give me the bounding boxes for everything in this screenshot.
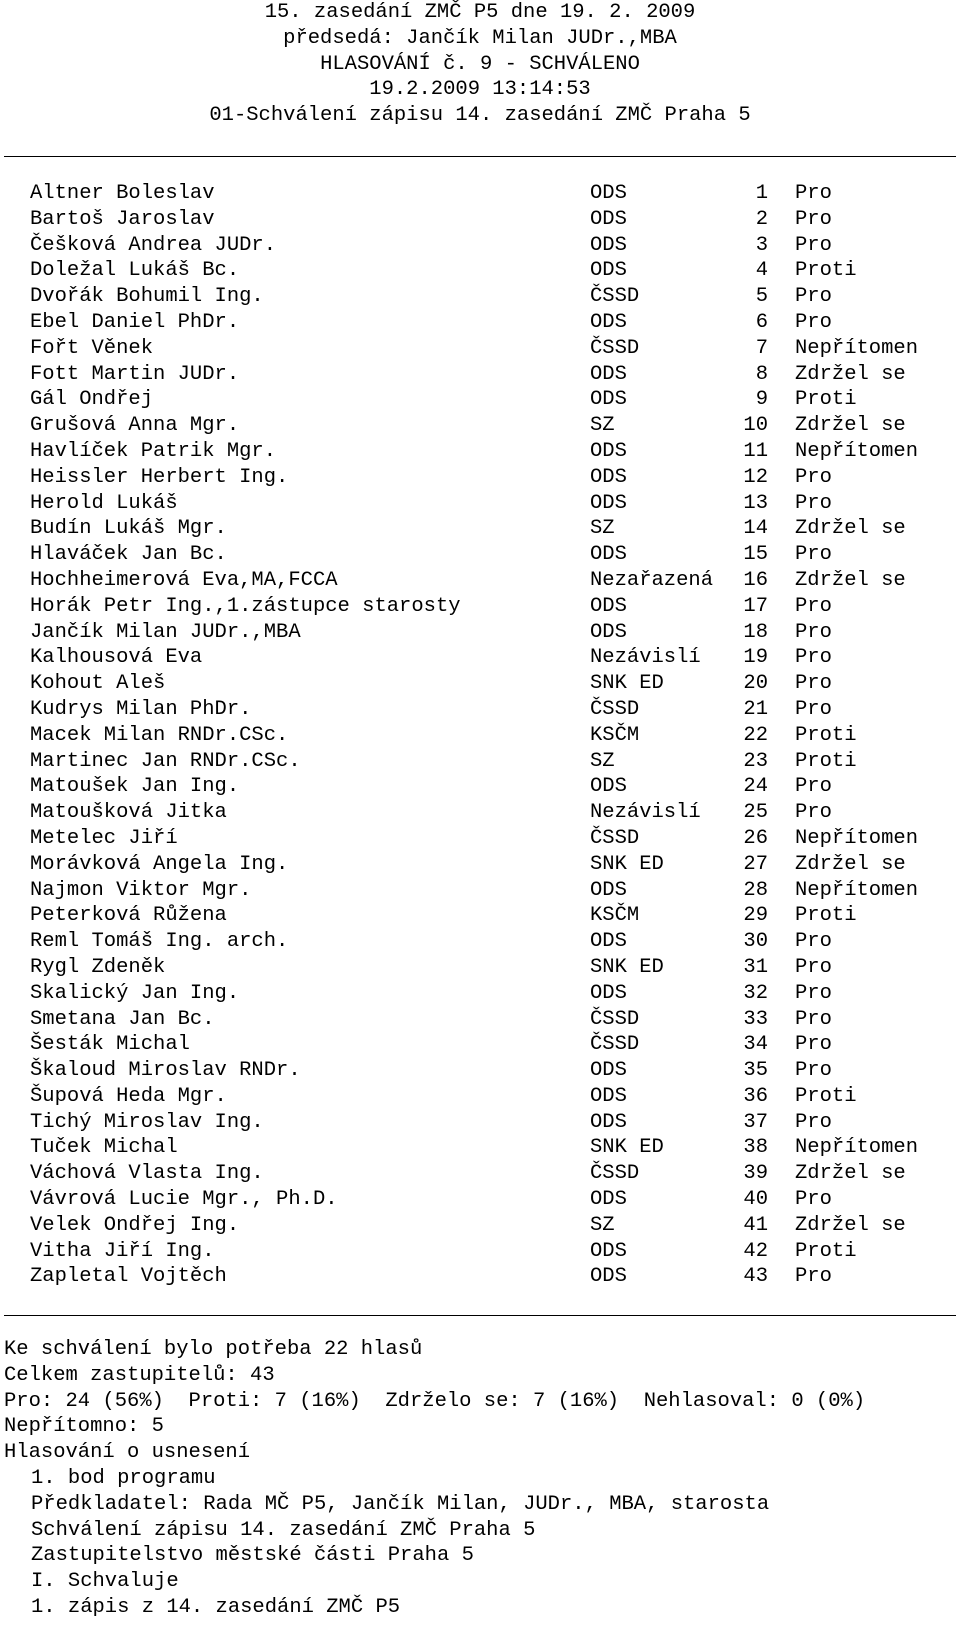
member-vote: Pro: [795, 1007, 832, 1031]
member-name: Vitha Jiří Ing.: [30, 1239, 215, 1263]
table-row: [0, 774, 960, 800]
member-name: Bartoš Jaroslav: [30, 207, 215, 231]
member-name: Škaloud Miroslav RNDr.: [30, 1059, 301, 1083]
member-name: Havlíček Patrik Mgr.: [30, 439, 277, 463]
member-party: ODS: [590, 1084, 627, 1108]
member-party: SNK ED: [590, 1136, 664, 1160]
member-party: ODS: [590, 1110, 627, 1134]
member-party: ODS: [590, 594, 627, 618]
member-vote: Proti: [795, 723, 857, 747]
resolution-subject: Schválení zápisu 14. zasedání ZMČ Praha 5: [31, 1518, 536, 1542]
document-header: [0, 0, 960, 129]
member-number: 7: [755, 336, 768, 360]
member-party: SNK ED: [590, 955, 664, 979]
member-party: ODS: [590, 310, 627, 334]
vote-summary: [4, 1337, 956, 1621]
total-members: Celkem zastupitelů: 43: [4, 1363, 275, 1387]
member-vote: Pro: [795, 465, 832, 489]
member-vote: Zdržel se: [795, 852, 906, 876]
member-party: SZ: [590, 749, 615, 773]
resolution-point-1: 1. zápis z 14. zasedání ZMČ P5: [31, 1595, 401, 1619]
member-number: 41: [743, 1213, 768, 1237]
member-party: SNK ED: [590, 852, 664, 876]
member-number: 16: [743, 568, 768, 592]
table-row: [0, 620, 960, 646]
votes-needed: Ke schválení bylo potřeba 22 hlasů: [4, 1338, 423, 1361]
resolution-title: Hlasování o usnesení: [4, 1441, 251, 1465]
member-vote: Pro: [795, 1110, 832, 1134]
member-party: ODS: [590, 878, 627, 902]
member-name: Kohout Aleš: [30, 672, 166, 696]
member-number: 14: [743, 517, 768, 541]
resolution-body: Zastupitelstvo městské části Praha 5: [31, 1544, 474, 1568]
divider-bottom: [4, 1315, 956, 1316]
member-number: 40: [743, 1188, 768, 1212]
member-party: SZ: [590, 517, 615, 541]
table-row: [0, 749, 960, 775]
table-row: [0, 903, 960, 929]
member-vote: Proti: [795, 388, 857, 412]
member-vote: Pro: [795, 1188, 832, 1212]
member-number: 12: [743, 465, 768, 489]
member-party: ODS: [590, 182, 627, 205]
table-row: [0, 1239, 960, 1265]
member-name: Budín Lukáš Mgr.: [30, 517, 227, 541]
member-party: SZ: [590, 414, 615, 438]
member-name: Matoušek Jan Ing.: [30, 775, 240, 799]
table-row: [0, 1007, 960, 1033]
member-name: Šupová Heda Mgr.: [30, 1084, 227, 1108]
table-row: [0, 981, 960, 1007]
member-number: 9: [755, 388, 768, 412]
member-name: Macek Milan RNDr.CSc.: [30, 723, 289, 747]
session-title: 15. zasedání ZMČ P5 dne 19. 2. 2009: [264, 1, 696, 24]
member-vote: Nepřítomen: [795, 1136, 919, 1160]
member-party: SZ: [590, 1213, 615, 1237]
member-party: ODS: [590, 1265, 627, 1289]
member-number: 13: [743, 491, 768, 515]
member-number: 34: [743, 1033, 768, 1057]
member-vote: Pro: [795, 620, 832, 644]
member-number: 43: [743, 1265, 768, 1289]
absent-count: Nepřítomno: 5: [4, 1415, 164, 1439]
member-party: KSČM: [590, 723, 640, 747]
table-row: [0, 723, 960, 749]
member-party: ODS: [590, 775, 627, 799]
member-name: Tuček Michal: [30, 1136, 178, 1160]
table-row: [0, 336, 960, 362]
member-name: Jančík Milan JUDr.,MBA: [30, 620, 301, 644]
vote-timestamp: 19.2.2009 13:14:53: [369, 78, 591, 102]
member-vote: Pro: [795, 1059, 832, 1083]
member-number: 30: [743, 930, 768, 954]
member-number: 18: [743, 620, 768, 644]
member-party: ODS: [590, 620, 627, 644]
member-party: SNK ED: [590, 672, 664, 696]
table-row: [0, 1135, 960, 1161]
table-row: [0, 284, 960, 310]
member-party: ODS: [590, 233, 627, 257]
table-row: [0, 465, 960, 491]
member-party: ODS: [590, 543, 627, 567]
member-number: 11: [743, 439, 768, 463]
member-name: Rygl Zdeněk: [30, 955, 166, 979]
member-name: Altner Boleslav: [30, 182, 215, 205]
member-party: ČSSD: [590, 336, 640, 360]
member-vote: Pro: [795, 1265, 832, 1289]
member-number: 8: [755, 362, 768, 386]
member-name: Zapletal Vojtěch: [30, 1265, 227, 1289]
table-row: [0, 362, 960, 388]
member-number: 24: [743, 775, 768, 799]
member-name: Najmon Viktor Mgr.: [30, 878, 252, 902]
member-number: 29: [743, 904, 768, 928]
member-name: Dvořák Bohumil Ing.: [30, 285, 264, 309]
table-row: [0, 929, 960, 955]
table-row: [0, 826, 960, 852]
table-row: [0, 1084, 960, 1110]
member-party: ODS: [590, 259, 627, 283]
member-name: Doležal Lukáš Bc.: [30, 259, 240, 283]
member-party: Nezávislí: [590, 801, 701, 825]
member-name: Smetana Jan Bc.: [30, 1007, 215, 1031]
member-vote: Nepřítomen: [795, 826, 919, 850]
member-party: ODS: [590, 362, 627, 386]
table-row: [0, 233, 960, 259]
member-number: 33: [743, 1007, 768, 1031]
member-name: Morávková Angela Ing.: [30, 852, 289, 876]
member-name: Velek Ondřej Ing.: [30, 1213, 240, 1237]
member-name: Šesták Michal: [30, 1033, 190, 1057]
member-vote: Pro: [795, 1033, 832, 1057]
member-number: 27: [743, 852, 768, 876]
member-name: Reml Tomáš Ing. arch.: [30, 930, 289, 954]
member-vote: Proti: [795, 1084, 857, 1108]
member-name: Hochheimerová Eva,MA,FCCA: [30, 568, 338, 592]
vote-title: HLASOVÁNÍ č. 9 - SCHVÁLENO: [320, 52, 640, 76]
member-name: Metelec Jiří: [30, 826, 178, 850]
member-number: 17: [743, 594, 768, 618]
member-party: KSČM: [590, 904, 640, 928]
member-party: ČSSD: [590, 826, 640, 850]
member-vote: Pro: [795, 285, 832, 309]
member-name: Češková Andrea JUDr.: [30, 233, 277, 257]
agenda-item: 1. bod programu: [31, 1466, 216, 1490]
table-row: [0, 439, 960, 465]
table-row: [0, 387, 960, 413]
member-vote: Zdržel se: [795, 568, 906, 592]
member-vote: Proti: [795, 259, 857, 283]
divider-top: [4, 156, 956, 157]
member-name: Herold Lukáš: [30, 491, 178, 515]
member-vote: Pro: [795, 697, 832, 721]
members-vote-table: [0, 181, 960, 1290]
member-vote: Pro: [795, 930, 832, 954]
member-number: 6: [755, 310, 768, 334]
member-vote: Proti: [795, 904, 857, 928]
member-vote: Nepřítomen: [795, 336, 919, 360]
member-party: ODS: [590, 1059, 627, 1083]
member-number: 5: [755, 285, 768, 309]
member-vote: Pro: [795, 672, 832, 696]
member-number: 19: [743, 646, 768, 670]
member-number: 10: [743, 414, 768, 438]
member-name: Peterková Růžena: [30, 904, 227, 928]
member-number: 35: [743, 1059, 768, 1083]
member-name: Matoušková Jitka: [30, 801, 227, 825]
member-number: 26: [743, 826, 768, 850]
member-vote: Proti: [795, 749, 857, 773]
member-vote: Proti: [795, 1239, 857, 1263]
member-number: 36: [743, 1084, 768, 1108]
member-number: 2: [755, 207, 768, 231]
member-vote: Pro: [795, 981, 832, 1005]
member-vote: Nepřítomen: [795, 878, 919, 902]
table-row: [0, 310, 960, 336]
member-party: ODS: [590, 1188, 627, 1212]
table-row: [0, 800, 960, 826]
table-row: [0, 491, 960, 517]
member-number: 22: [743, 723, 768, 747]
table-row: [0, 878, 960, 904]
chairperson: předsedá: Jančík Milan JUDr.,MBA: [283, 26, 677, 50]
member-vote: Pro: [795, 594, 832, 618]
table-row: [0, 568, 960, 594]
member-party: ODS: [590, 439, 627, 463]
table-row: [0, 181, 960, 207]
member-vote: Zdržel se: [795, 1162, 906, 1186]
member-vote: Pro: [795, 233, 832, 257]
table-row: [0, 955, 960, 981]
member-number: 28: [743, 878, 768, 902]
member-name: Tichý Miroslav Ing.: [30, 1110, 264, 1134]
vote-subject: 01-Schválení zápisu 14. zasedání ZMČ Praha 5: [209, 104, 751, 128]
member-party: Nezařazená: [590, 568, 714, 592]
member-name: Horák Petr Ing.,1.zástupce starosty: [30, 594, 461, 618]
member-vote: Pro: [795, 955, 832, 979]
table-row: [0, 1213, 960, 1239]
member-vote: Zdržel se: [795, 517, 906, 541]
member-name: Fořt Věnek: [30, 336, 154, 360]
member-name: Fott Martin JUDr.: [30, 362, 240, 386]
table-row: [0, 852, 960, 878]
member-party: ODS: [590, 1239, 627, 1263]
table-row: [0, 207, 960, 233]
member-vote: Pro: [795, 310, 832, 334]
member-vote: Pro: [795, 801, 832, 825]
member-vote: Pro: [795, 491, 832, 515]
member-name: Váchová Vlasta Ing.: [30, 1162, 264, 1186]
member-number: 15: [743, 543, 768, 567]
member-party: ODS: [590, 465, 627, 489]
resolution-approves: I. Schvaluje: [31, 1570, 179, 1594]
member-vote: Zdržel se: [795, 414, 906, 438]
member-number: 21: [743, 697, 768, 721]
member-number: 3: [755, 233, 768, 257]
member-name: Gál Ondřej: [30, 388, 154, 412]
table-row: [0, 1161, 960, 1187]
member-number: 32: [743, 981, 768, 1005]
member-number: 42: [743, 1239, 768, 1263]
member-party: ČSSD: [590, 1007, 640, 1031]
member-party: ČSSD: [590, 697, 640, 721]
member-vote: Nepřítomen: [795, 439, 919, 463]
member-vote: Pro: [795, 646, 832, 670]
member-vote: Pro: [795, 182, 832, 205]
member-vote: Pro: [795, 543, 832, 567]
table-row: [0, 671, 960, 697]
member-vote: Zdržel se: [795, 1213, 906, 1237]
member-name: Heissler Herbert Ing.: [30, 465, 289, 489]
member-vote: Pro: [795, 775, 832, 799]
table-row: [0, 1264, 960, 1290]
member-name: Vávrová Lucie Mgr., Ph.D.: [30, 1188, 338, 1212]
table-row: [0, 1032, 960, 1058]
member-name: Martinec Jan RNDr.CSc.: [30, 749, 301, 773]
member-vote: Zdržel se: [795, 362, 906, 386]
member-party: Nezávislí: [590, 646, 701, 670]
member-name: Ebel Daniel PhDr.: [30, 310, 240, 334]
member-number: 25: [743, 801, 768, 825]
member-party: ODS: [590, 207, 627, 231]
member-party: ČSSD: [590, 1162, 640, 1186]
member-number: 20: [743, 672, 768, 696]
vote-results: Pro: 24 (56%) Proti: 7 (16%) Zdrželo se: 7 (16%) Nehlasoval: 0 (0%): [4, 1389, 866, 1413]
table-row: [0, 542, 960, 568]
member-number: 37: [743, 1110, 768, 1134]
member-party: ODS: [590, 981, 627, 1005]
presenter: Předkladatel: Rada MČ P5, Jančík Milan, JUDr., MBA, starosta: [31, 1492, 770, 1516]
member-name: Skalický Jan Ing.: [30, 981, 240, 1005]
member-party: ČSSD: [590, 285, 640, 309]
member-party: ODS: [590, 491, 627, 515]
member-number: 31: [743, 955, 768, 979]
table-row: [0, 1110, 960, 1136]
member-number: 23: [743, 749, 768, 773]
member-name: Kudrys Milan PhDr.: [30, 697, 252, 721]
member-name: Hlaváček Jan Bc.: [30, 543, 227, 567]
member-number: 38: [743, 1136, 768, 1160]
table-row: [0, 516, 960, 542]
member-number: 1: [755, 182, 768, 205]
member-name: Grušová Anna Mgr.: [30, 414, 240, 438]
member-number: 39: [743, 1162, 768, 1186]
table-row: [0, 413, 960, 439]
table-row: [0, 258, 960, 284]
table-row: [0, 645, 960, 671]
table-row: [0, 1058, 960, 1084]
table-row: [0, 697, 960, 723]
member-party: ČSSD: [590, 1033, 640, 1057]
member-name: Kalhousová Eva: [30, 646, 203, 670]
table-row: [0, 1187, 960, 1213]
member-party: ODS: [590, 388, 627, 412]
member-vote: Pro: [795, 207, 832, 231]
member-party: ODS: [590, 930, 627, 954]
member-number: 4: [755, 259, 768, 283]
table-row: [0, 594, 960, 620]
